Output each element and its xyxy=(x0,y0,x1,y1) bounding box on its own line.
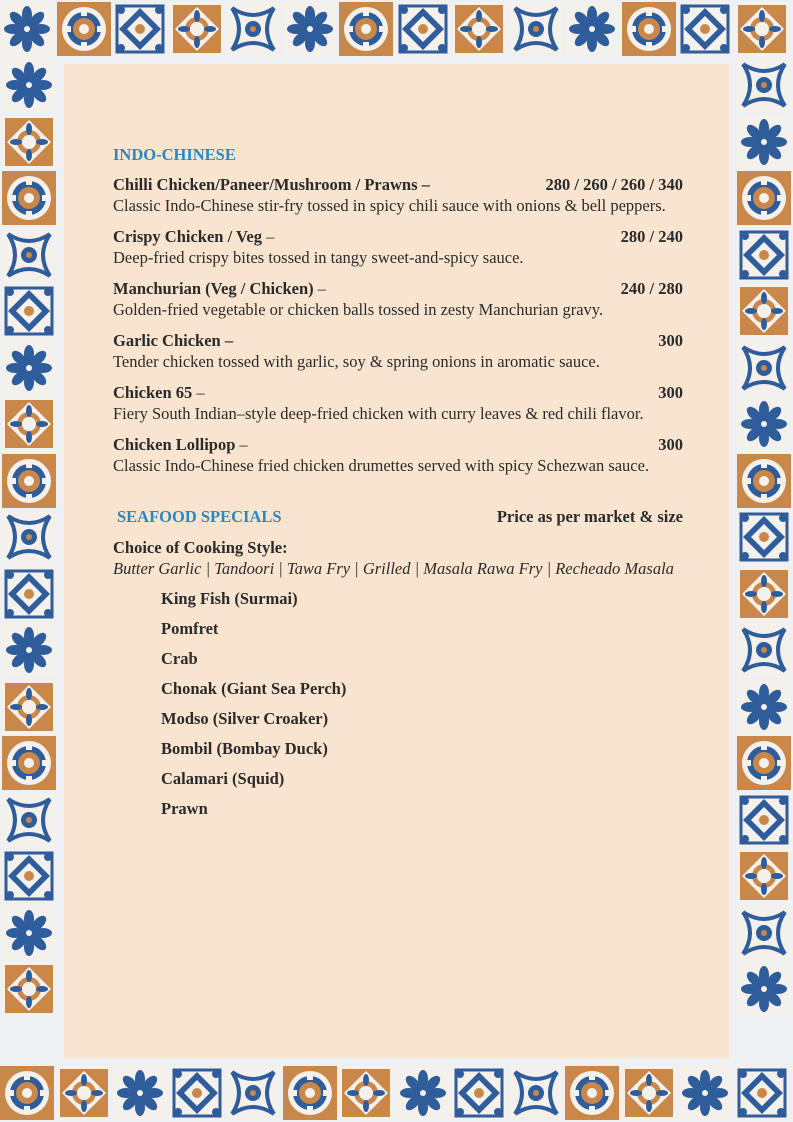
seafood-item: Prawn xyxy=(161,799,208,818)
tile-icon xyxy=(283,1066,337,1120)
tile-icon xyxy=(2,115,56,169)
seafood-item: Bombil (Bombay Duck) xyxy=(161,739,328,758)
menu-item-header xyxy=(113,174,683,195)
cooking-style-list: Butter Garlic | Tandoori | Tawa Fry | Grilled | Masala Rawa Fry | Recheado Masala xyxy=(113,559,674,578)
menu-item-description: Classic Indo-Chinese fried chicken drumettes served with spicy Schezwan sauce. xyxy=(113,456,650,475)
tile-icon xyxy=(57,2,111,56)
tile-icon xyxy=(2,284,56,338)
tile-icon xyxy=(2,849,56,903)
menu-item xyxy=(113,330,683,372)
menu-item-header xyxy=(113,330,683,351)
tile-icon xyxy=(2,567,56,621)
menu-item xyxy=(113,382,683,424)
tile-icon xyxy=(0,2,54,56)
tile-icon xyxy=(339,2,393,56)
menu-item-description: Classic Indo-Chinese stir-fry tossed in spicy chili sauce with onions & bell peppers. xyxy=(113,196,666,215)
tile-icon xyxy=(737,510,791,564)
tile-icon xyxy=(2,58,56,112)
tile-icon xyxy=(737,58,791,112)
seafood-list xyxy=(161,588,683,819)
tile-icon xyxy=(737,454,791,508)
menu-content xyxy=(113,145,683,828)
tile-icon xyxy=(2,906,56,960)
menu-item-header xyxy=(113,278,683,299)
tile-icon xyxy=(2,454,56,508)
tile-icon xyxy=(2,793,56,847)
tile-icon xyxy=(2,397,56,451)
tile-icon xyxy=(226,2,280,56)
tile-icon xyxy=(737,397,791,451)
seafood-header xyxy=(113,506,683,527)
tile-icon xyxy=(622,2,676,56)
tile-icon xyxy=(2,962,56,1016)
seafood-item: Calamari (Squid) xyxy=(161,769,285,788)
tile-icon xyxy=(339,1066,393,1120)
tile-icon xyxy=(2,171,56,225)
seafood-item: Crab xyxy=(161,649,198,668)
tile-icon xyxy=(0,1066,54,1120)
menu-item xyxy=(113,226,683,268)
indo-chinese-items xyxy=(113,174,683,476)
seafood-item: Pomfret xyxy=(161,619,219,638)
menu-item-price: 300 xyxy=(658,331,683,350)
tile-icon xyxy=(565,1066,619,1120)
tile-icon xyxy=(2,228,56,282)
menu-item-description: Fiery South Indian–style deep-fried chicken with curry leaves & red chili flavor. xyxy=(113,404,644,423)
tile-icon xyxy=(678,2,732,56)
menu-item-header xyxy=(113,382,683,403)
menu-item-name: Manchurian (Veg / Chicken) xyxy=(113,279,314,298)
menu-item xyxy=(113,434,683,476)
menu-item-price: 280 / 260 / 260 / 340 xyxy=(545,175,683,194)
tile-icon xyxy=(737,228,791,282)
tile-icon xyxy=(737,115,791,169)
tile-icon xyxy=(113,2,167,56)
tile-icon xyxy=(2,510,56,564)
tile-icon xyxy=(735,1066,789,1120)
tile-icon xyxy=(396,1066,450,1120)
tile-icon xyxy=(737,849,791,903)
tile-icon xyxy=(737,906,791,960)
cooking-style-label: Choice of Cooking Style: xyxy=(113,538,288,557)
menu-item-name: Chilli Chicken/Paneer/Mushroom / Prawns – xyxy=(113,175,430,194)
menu-item-dash: – xyxy=(261,227,275,246)
tile-icon xyxy=(737,962,791,1016)
menu-item-price: 300 xyxy=(658,383,683,402)
tile-icon xyxy=(2,680,56,734)
tile-icon xyxy=(565,2,619,56)
menu-item-name: Chicken 65 xyxy=(113,383,193,402)
menu-item-name: Chicken Lollipop xyxy=(113,435,236,454)
tile-icon xyxy=(678,1066,732,1120)
tile-icon xyxy=(509,1066,563,1120)
seafood-item: Chonak (Giant Sea Perch) xyxy=(161,679,347,698)
tile-icon xyxy=(737,736,791,790)
tile-icon xyxy=(396,2,450,56)
tile-icon xyxy=(737,567,791,621)
indo-chinese-title: INDO-CHINESE xyxy=(113,145,236,164)
tile-icon xyxy=(2,341,56,395)
seafood-item: King Fish (Surmai) xyxy=(161,589,298,608)
seafood-title: SEAFOOD SPECIALS xyxy=(117,507,282,526)
menu-item-name: Crispy Chicken / Veg xyxy=(113,227,262,246)
menu-item-dash: – xyxy=(235,435,248,454)
tile-icon xyxy=(2,736,56,790)
menu-item-header xyxy=(113,226,683,247)
menu-item-price: 300 xyxy=(658,435,683,454)
menu-item-price: 240 / 280 xyxy=(620,279,683,298)
tile-icon xyxy=(452,2,506,56)
seafood-item: Modso (Silver Croaker) xyxy=(161,709,329,728)
menu-item-description: Tender chicken tossed with garlic, soy & spring onions in aromatic sauce. xyxy=(113,352,600,371)
tile-icon xyxy=(452,1066,506,1120)
tile-icon xyxy=(737,284,791,338)
tile-icon xyxy=(283,2,337,56)
menu-item xyxy=(113,174,683,216)
tile-icon xyxy=(509,2,563,56)
tile-icon xyxy=(737,680,791,734)
tile-icon xyxy=(113,1066,167,1120)
menu-item xyxy=(113,278,683,320)
menu-item-description: Golden-fried vegetable or chicken balls tossed in zesty Manchurian gravy. xyxy=(113,300,604,319)
tile-icon xyxy=(622,1066,676,1120)
menu-item-price: 280 / 240 xyxy=(620,227,683,246)
tile-icon xyxy=(737,623,791,677)
tile-icon xyxy=(737,341,791,395)
menu-item-dash: – xyxy=(192,383,205,402)
tile-icon xyxy=(226,1066,280,1120)
seafood-price-note: Price as per market & size xyxy=(496,507,683,526)
menu-item-header xyxy=(113,434,683,455)
tile-icon xyxy=(737,793,791,847)
menu-item-name: Garlic Chicken – xyxy=(113,331,234,350)
menu-item-dash: – xyxy=(313,279,326,298)
tile-icon xyxy=(2,623,56,677)
menu-item-description: Deep-fried crispy bites tossed in tangy sweet-and-spicy sauce. xyxy=(113,248,524,267)
tile-icon xyxy=(737,171,791,225)
tile-icon xyxy=(57,1066,111,1120)
tile-icon xyxy=(735,2,789,56)
tile-icon xyxy=(170,2,224,56)
tile-icon xyxy=(170,1066,224,1120)
